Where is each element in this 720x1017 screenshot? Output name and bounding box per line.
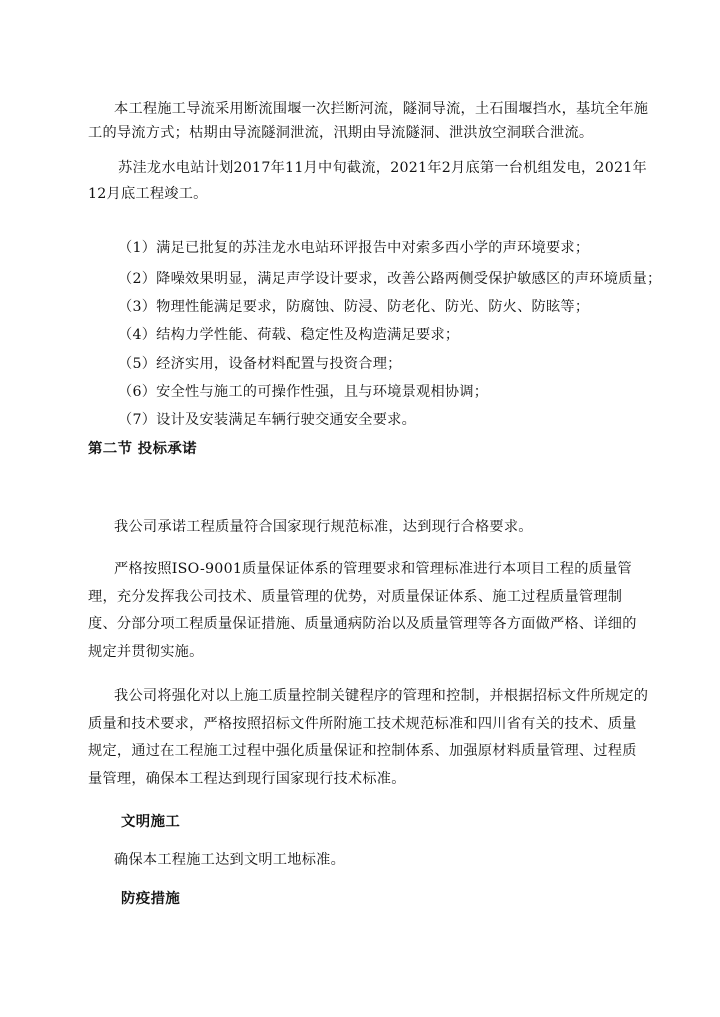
- requirement-item-4: （4）结构力学性能、荷载、稳定性及构造满足要求；: [118, 327, 460, 343]
- iso-paragraph: 严格按照ISO-9001质量保证体系的管理要求和管理标准进行本项目工程的质量管理，充分发挥我公司技术、质量管理的优势，对质量保证体系、施工过程质量管理制度、分部分项工程质量保证措施、质量通病防治以及质量管理等各方面做严格、详细的规定并贯彻实施。: [88, 561, 637, 660]
- requirement-item-2: （2）降噪效果明显，满足声学设计要求，改善公路两侧受保护敏感区的声环境质量；: [118, 271, 662, 287]
- diversion-paragraph: 本工程施工导流采用断流围堰一次拦断河流，隧洞导流，土石围堰挡水，基坑全年施工的导流方式；枯期由导流隧洞泄流，汛期由导流隧洞、泄洪放空洞联合泄流。: [88, 101, 649, 141]
- requirement-item-7: （7）设计及安装满足车辆行驶交通安全要求。: [118, 412, 417, 428]
- requirement-item-5: （5）经济实用，设备材料配置与投资合理；: [118, 356, 402, 372]
- epidemic-heading: 防疫措施: [121, 890, 181, 907]
- requirement-item-3: （3）物理性能满足要求，防腐蚀、防浸、防老化、防光、防火、防眩等；: [118, 299, 590, 315]
- schedule-paragraph: 苏洼龙水电站计划2017年11月中旬截流，2021年2月底第一台机组发电，2021年12月底工程竣工。: [88, 160, 647, 202]
- requirement-item-6: （6）安全性与施工的可操作性强，且与环境景观相协调；: [118, 384, 489, 400]
- civilized-heading: 文明施工: [121, 813, 181, 830]
- commitment-paragraph: 我公司承诺工程质量符合国家现行规范标准，达到现行合格要求。: [114, 519, 533, 535]
- civilized-text: 确保本工程施工达到文明工地标准。: [114, 852, 346, 868]
- requirement-item-1: （1）满足已批复的苏洼龙水电站环评报告中对索多西小学的声环境要求；: [118, 240, 590, 256]
- section-heading: 第二节 投标承诺: [88, 440, 197, 457]
- quality-control-paragraph: 我公司将强化对以上施工质量控制关键程序的管理和控制，并根据招标文件所规定的质量和技术要求，严格按照招标文件所附施工技术规范标准和四川省有关的技术、质量规定，通过在工程施工过程中强化质量保证和控制体系、加强原材料质量管理、过程质量管理，确保本工程达到现行国家现行技术标准。: [88, 688, 649, 787]
